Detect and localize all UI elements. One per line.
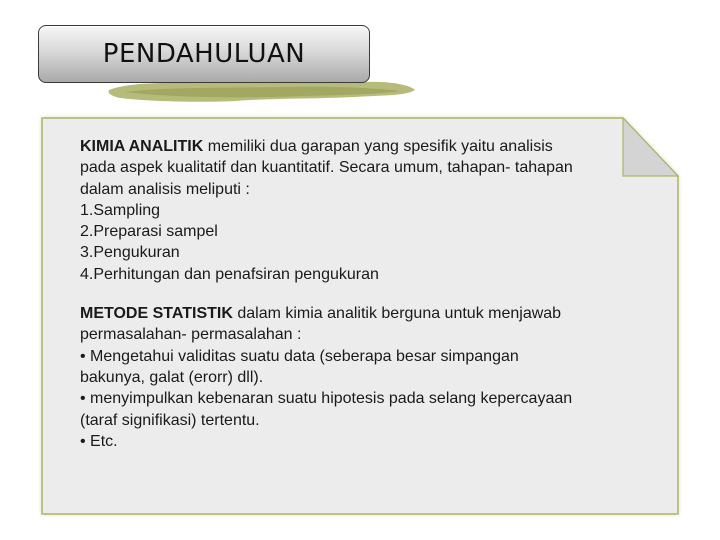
section2-first-line (80, 303, 660, 324)
step-item: 2.Preparasi sampel (80, 223, 218, 241)
content-text (80, 136, 660, 452)
bullet-item: • Mengetahui validitas suatu data (seberapa besar simpangan (80, 347, 519, 365)
section2-line: dalam kimia analitik berguna untuk menjawab (232, 305, 562, 323)
section1-heading: KIMIA ANALITIK (80, 138, 204, 155)
section1-line: pada aspek kualitatif dan kuantitatif. Secara umum, tahapan- tahapan (80, 159, 573, 177)
section-metode-statistik (80, 303, 660, 452)
step-item: 4.Perhitungan dan penafsiran pengukuran (80, 265, 379, 283)
step-item: 1.Sampling (80, 201, 161, 219)
bullet-item: (taraf signifikasi) tertentu. (80, 411, 260, 429)
bullet-item: • menyimpulkan kebenaran suatu hipotesis pada selang kepercayaan (80, 390, 573, 408)
section-kimia-analitik (80, 136, 660, 285)
bullet-item: • Etc. (80, 432, 118, 450)
section2-heading: METODE STATISTIK (80, 305, 233, 323)
step-item: 3.Pengukuran (80, 244, 180, 262)
section2-line: permasalahan- permasalahan : (80, 326, 302, 344)
section1-line: dalam analisis meliputi : (80, 180, 250, 198)
slide-title: PENDAHULUAN (102, 39, 306, 69)
bullet-item: bakunya, galat (erorr) dll). (80, 368, 264, 386)
section1-line: memiliki dua garapan yang spesifik yaitu analisis (203, 138, 553, 155)
section1-first-line (80, 136, 660, 157)
title-box (38, 25, 370, 83)
